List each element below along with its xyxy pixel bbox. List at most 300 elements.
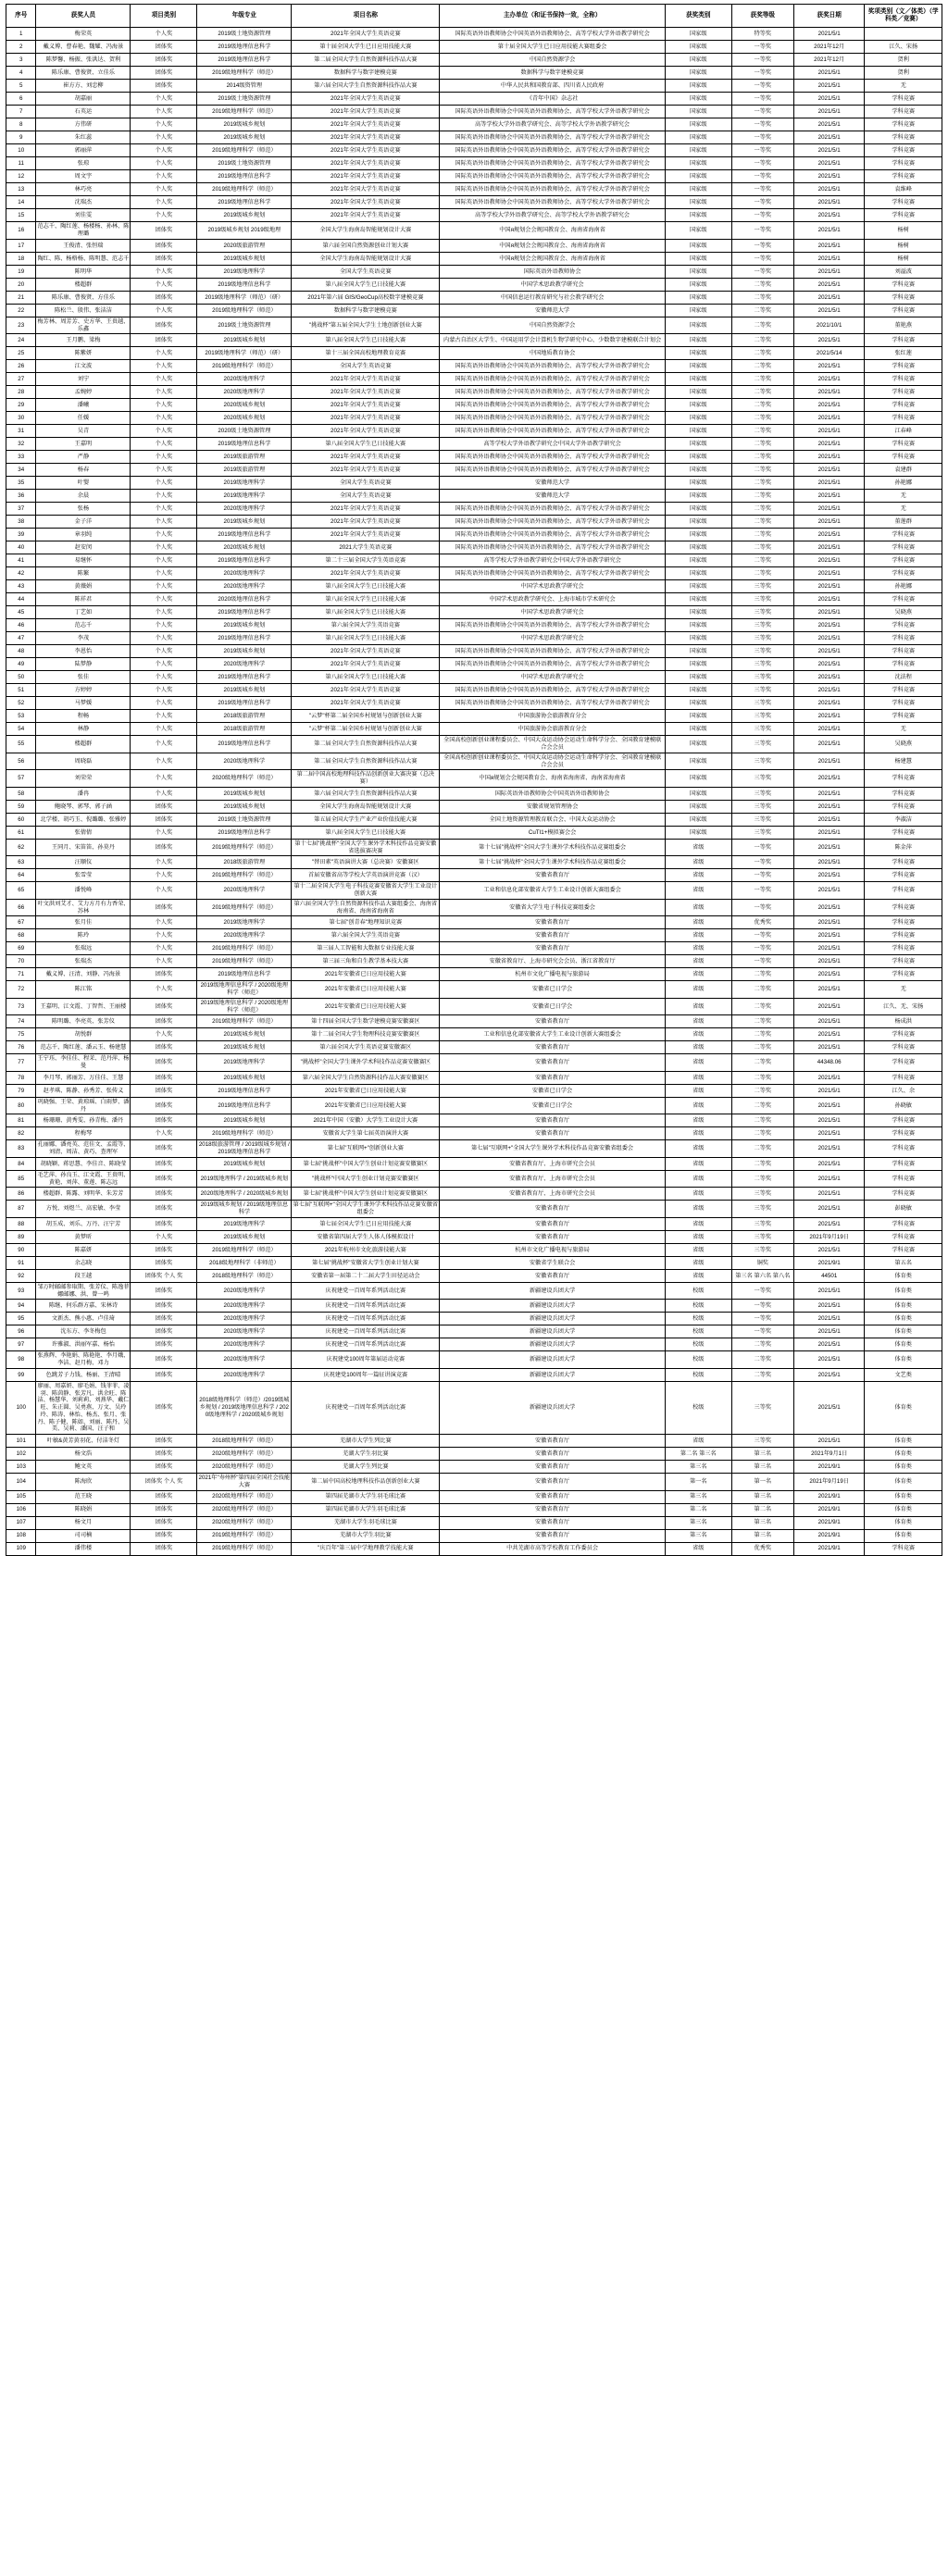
cell-project-name: 全国大学生海南岛智能规划设计大赛 [292, 252, 440, 265]
cell-award-category: 国家级 [665, 697, 731, 710]
cell-awardee: 张杨 [36, 503, 131, 516]
cell-award-date: 2021/5/1 [793, 1084, 865, 1097]
cell-award-category: 国家级 [665, 252, 731, 265]
cell-project-name: 第七届"互联网+"全国大学生课外学术科技作品竞赛安徽省组委会 [292, 1201, 440, 1218]
cell-organizer: 新疆建设兵团大学 [440, 1368, 665, 1381]
cell-index: 34 [6, 464, 36, 477]
cell-organizer: 中国信息运行教育研究与社会教学研究会 [440, 291, 665, 304]
cell-grade-major: 2019级地理科学（师范） [197, 67, 292, 80]
cell-grade-major: 2020级地理科学 [197, 386, 292, 399]
cell-organizer: 国际英语外语教师协会中国英语外语教师协会、高等学校大学外语教学研究会 [440, 464, 665, 477]
cell-award-class: 张红莲 [865, 347, 942, 360]
cell-awardee: 叶敏&黄芳黄羽花、付洁冬灯 [36, 1435, 131, 1448]
cell-award-level: 一等奖 [731, 899, 793, 916]
col-award-class: 奖项类别（文／体类）（学科类／竞赛） [865, 5, 942, 28]
cell-project-name: 第十四届全国大学生数学建模竞赛安徽赛区 [292, 1015, 440, 1028]
cell-award-category: 校级 [665, 1300, 731, 1313]
cell-organizer: 安徽省教育厅 [440, 929, 665, 942]
cell-award-date: 2021/5/1 [793, 451, 865, 464]
cell-organizer: 高等学校大学外语教学研究会中国大学外语教学研究会 [440, 554, 665, 567]
cell-index: 12 [6, 170, 36, 183]
table-row [6, 826, 942, 839]
cell-grade-major: 2019级地理信息科学 [197, 529, 292, 541]
cell-award-level: 铜奖 [731, 1256, 793, 1269]
cell-project-type: 个人奖 [131, 464, 197, 477]
cell-organizer: 全国高校创新创业课程委员会、中国大众运动协会运动生命科学分会、全国教育建模联合会会员 [440, 753, 665, 770]
cell-project-type: 个人奖 [131, 209, 197, 222]
table-row [6, 1114, 942, 1127]
cell-award-date: 2021/5/1 [793, 929, 865, 942]
cell-awardee: 方婷婷 [36, 684, 131, 697]
cell-project-type: 个人奖 [131, 131, 197, 144]
cell-award-category: 国家级 [665, 710, 731, 723]
cell-project-type: 团体奖 [131, 1300, 197, 1313]
cell-award-category: 国家级 [665, 671, 731, 684]
cell-award-class: 学科竞赛 [865, 131, 942, 144]
cell-award-class: 学科竞赛 [865, 412, 942, 425]
cell-awardee: 易继怀 [36, 554, 131, 567]
cell-award-date: 2021/9/1 [793, 1516, 865, 1529]
cell-project-type: 团体奖 [131, 222, 197, 240]
cell-awardee: 陈晓娟 [36, 1503, 131, 1516]
cell-award-class: 彭晓敏 [865, 1201, 942, 1218]
cell-grade-major: 2019级地理信息科学 [197, 606, 292, 619]
cell-award-category: 国家级 [665, 787, 731, 800]
cell-awardee: 司司楠 [36, 1529, 131, 1542]
cell-award-level: 三等奖 [731, 632, 793, 645]
cell-index: 76 [6, 1041, 36, 1054]
table-row [6, 1097, 942, 1114]
cell-awardee: 楼超群 [36, 278, 131, 291]
cell-project-name: 第七届"挑战杯"中国大学生创业计划竞赛安徽赛区 [292, 1157, 440, 1170]
table-row [6, 1338, 942, 1351]
cell-organizer: 中国自然资源学会 [440, 317, 665, 334]
cell-project-name: 第六届全国大学生英语竞赛 [292, 929, 440, 942]
cell-awardee: 严静 [36, 451, 131, 464]
cell-award-date: 2021/5/1 [793, 1157, 865, 1170]
cell-awardee: 叶婴 [36, 477, 131, 490]
cell-index: 30 [6, 412, 36, 425]
cell-grade-major: 2019级地理科学（师范） [197, 869, 292, 882]
cell-project-name: 第八届全国大学生已日技能大赛 [292, 593, 440, 606]
cell-award-level: 二等奖 [731, 451, 793, 464]
cell-organizer: 中国旅游协会旅游教育分会 [440, 710, 665, 723]
cell-award-level: 一等奖 [731, 106, 793, 118]
cell-organizer: CuTI1+模拟赛会会 [440, 826, 665, 839]
cell-award-level: 三等奖 [731, 1217, 793, 1230]
cell-award-level: 二等奖 [731, 1338, 793, 1351]
cell-award-level: 三等奖 [731, 671, 793, 684]
cell-award-class: 学科竞赛 [865, 529, 942, 541]
cell-award-category: 国家级 [665, 753, 731, 770]
table-row [6, 386, 942, 399]
cell-index: 53 [6, 710, 36, 723]
cell-award-category: 国家级 [665, 658, 731, 671]
cell-award-category: 国家级 [665, 222, 731, 240]
cell-award-category: 国家级 [665, 541, 731, 554]
cell-awardee: 胡嘉丽 [36, 93, 131, 106]
cell-project-type: 个人奖 [131, 347, 197, 360]
cell-grade-major: 2019级地理科学（师范） [197, 899, 292, 916]
cell-award-category: 校级 [665, 1368, 731, 1381]
cell-award-category: 省级 [665, 1188, 731, 1201]
cell-award-date: 2021/9/1 [793, 1503, 865, 1516]
table-row [6, 1269, 942, 1282]
cell-index: 71 [6, 968, 36, 981]
cell-index: 42 [6, 567, 36, 580]
cell-organizer: 全国高校创新创业课程委员会、中国大众运动协会运动生命科学分会、全国教育建模联合会会员 [440, 736, 665, 753]
cell-award-category: 校级 [665, 1381, 731, 1434]
cell-project-name: 2021年全国大学生英语竞赛 [292, 93, 440, 106]
cell-award-category: 国家级 [665, 813, 731, 826]
cell-project-name: 第三届三角和自生教学基本技大赛 [292, 955, 440, 968]
cell-grade-major: 2018级旅游管理 / 2019级城乡规划 / 2019级地理信息科学 [197, 1140, 292, 1158]
cell-awardee: 刘佳雯 [36, 209, 131, 222]
cell-index: 33 [6, 451, 36, 464]
cell-grade-major: 2020级城乡规划 [197, 412, 292, 425]
cell-award-category: 省级 [665, 1071, 731, 1084]
cell-project-name: 数据科学与数字建模竞赛 [292, 67, 440, 80]
cell-project-type: 团体奖 [131, 1282, 197, 1300]
cell-awardee: 余志晓 [36, 1256, 131, 1269]
cell-award-class: 学科竞赛 [865, 438, 942, 451]
cell-award-class: 学科竞赛 [865, 157, 942, 170]
table-row [6, 593, 942, 606]
cell-organizer: 中国я规划会会规国教育会、海南省海南省、海南省海南省 [440, 770, 665, 788]
cell-award-class: 学科竞赛 [865, 170, 942, 183]
cell-index: 63 [6, 856, 36, 869]
cell-index: 81 [6, 1114, 36, 1127]
cell-award-category: 校级 [665, 1313, 731, 1325]
cell-index: 24 [6, 334, 36, 347]
cell-award-date: 2021/5/1 [793, 131, 865, 144]
cell-award-level: 特等奖 [731, 28, 793, 41]
cell-award-level: 一等奖 [731, 1313, 793, 1325]
cell-award-class: 陈金萍 [865, 839, 942, 856]
cell-index: 108 [6, 1529, 36, 1542]
cell-award-class: 贺利 [865, 54, 942, 67]
table-row [6, 347, 942, 360]
cell-award-date: 2021/5/1 [793, 93, 865, 106]
table-row [6, 41, 942, 54]
cell-index: 101 [6, 1435, 36, 1448]
cell-organizer: 安徽省教育厅、上海市研究会会员 [440, 1188, 665, 1201]
cell-award-category: 国家级 [665, 317, 731, 334]
cell-award-category: 省级 [665, 1114, 731, 1127]
cell-award-level: 二等奖 [731, 1157, 793, 1170]
cell-project-type: 团体奖 [131, 54, 197, 67]
cell-award-level: 一等奖 [731, 222, 793, 240]
cell-award-class: 学科竞赛 [865, 360, 942, 373]
cell-project-name: 数据科学与数字建模竞赛 [292, 304, 440, 317]
cell-project-name: 庆祝建党一百周年系列活动比赛 [292, 1325, 440, 1338]
table-row [6, 942, 942, 955]
cell-index: 89 [6, 1230, 36, 1243]
cell-award-level: 三等奖 [731, 619, 793, 632]
cell-award-date: 2021年9月1日 [793, 1448, 865, 1461]
cell-project-name: 第八届全国大学生已日技能大赛 [292, 580, 440, 593]
table-row [6, 1084, 942, 1097]
cell-project-name: 2021年全国大学生英语竞赛 [292, 658, 440, 671]
cell-award-class: 学科竞赛 [865, 1041, 942, 1054]
cell-organizer: 内蒙古自治区大学生、中国运用学会计算机生物学研究中心、少数数字建模联合计划会 [440, 334, 665, 347]
cell-grade-major: 2019级地理科学 [197, 1054, 292, 1072]
cell-award-level: 三等奖 [731, 606, 793, 619]
cell-award-date: 2021/5/1 [793, 710, 865, 723]
cell-award-class: 无 [865, 723, 942, 736]
cell-grade-major: 2020级地理科学 / 2020级城乡规划 [197, 1188, 292, 1201]
cell-index: 41 [6, 554, 36, 567]
cell-award-date: 2021/5/1 [793, 170, 865, 183]
cell-index: 1 [6, 28, 36, 41]
cell-project-name: 2021年安徽省已日应用技能大赛 [292, 981, 440, 999]
cell-project-name: 2021大学生英语竞赛 [292, 541, 440, 554]
cell-award-category: 省级 [665, 1201, 731, 1218]
table-row [6, 813, 942, 826]
cell-award-level: 第三名 [731, 1516, 793, 1529]
cell-award-class: 学科竞赛 [865, 658, 942, 671]
table-row [6, 67, 942, 80]
cell-award-category: 国家级 [665, 144, 731, 157]
cell-award-date: 2021/5/1 [793, 1127, 865, 1140]
table-row [6, 929, 942, 942]
cell-grade-major: 2020级地理信息科学 [197, 593, 292, 606]
cell-award-level: 二等奖 [731, 541, 793, 554]
cell-award-category: 省级 [665, 1015, 731, 1028]
cell-award-class: 学科竞赛 [865, 1230, 942, 1243]
cell-project-type: 团体奖 [131, 41, 197, 54]
table-row [6, 899, 942, 916]
cell-project-name: 第十三届全国高校地理教育竞赛 [292, 347, 440, 360]
cell-award-date: 2021/5/1 [793, 1368, 865, 1381]
cell-award-date: 2021/5/1 [793, 1188, 865, 1201]
cell-organizer: 安徽省教育厅 [440, 1461, 665, 1474]
cell-awardee: 郭丽萍 [36, 144, 131, 157]
cell-award-category: 第一名 [665, 1474, 731, 1491]
cell-index: 29 [6, 399, 36, 412]
cell-organizer: 安徽省学生联合会 [440, 1256, 665, 1269]
cell-award-level: 一等奖 [731, 183, 793, 196]
cell-awardee: 李月琴、郭丽芳、万佳佳、王慧 [36, 1071, 131, 1084]
cell-project-name: 庆祝建党一百周年系列活动比赛 [292, 1313, 440, 1325]
cell-index: 104 [6, 1474, 36, 1491]
cell-awardee: 张倩倩 [36, 826, 131, 839]
cell-project-name: "挑战杯"第五届全国大学生土地创新创业大赛 [292, 317, 440, 334]
cell-awardee: 杨文浩 [36, 1448, 131, 1461]
cell-award-category: 国家级 [665, 593, 731, 606]
cell-award-category: 第三名 [665, 1529, 731, 1542]
cell-project-name: 2021年全国大学生英语竞赛 [292, 28, 440, 41]
cell-award-category: 校级 [665, 1325, 731, 1338]
cell-awardee: 巩晓强、王荣、黄琼瑶、白雨梦、潘丹 [36, 1097, 131, 1114]
cell-organizer: 工业和信息化部安徽省大学生工业设计创新大赛组委会 [440, 882, 665, 900]
cell-award-class: 学科竞赛 [865, 968, 942, 981]
cell-organizer: 新疆建设兵团大学 [440, 1300, 665, 1313]
cell-award-category: 国家级 [665, 347, 731, 360]
cell-award-date: 2021/5/1 [793, 425, 865, 438]
cell-grade-major: 2018级旅游管理 [197, 710, 292, 723]
cell-grade-major: 2018级地理科学（师范） [197, 1269, 292, 1282]
cell-award-class: 学科竞赛 [865, 304, 942, 317]
cell-award-date: 2021/5/14 [793, 347, 865, 360]
cell-index: 2 [6, 41, 36, 54]
cell-award-class: 学科竞赛 [865, 929, 942, 942]
col-index: 序号 [6, 5, 36, 28]
cell-award-category: 国家级 [665, 723, 731, 736]
cell-award-level: 一等奖 [731, 157, 793, 170]
cell-awardee: 陈明华 [36, 265, 131, 278]
col-award-category: 获奖类别 [665, 5, 731, 28]
cell-award-date: 2021/5/1 [793, 106, 865, 118]
table-row [6, 157, 942, 170]
cell-award-category: 省级 [665, 1542, 731, 1555]
cell-index: 15 [6, 209, 36, 222]
cell-grade-major: 2019级地理信息科学 [197, 41, 292, 54]
cell-index: 31 [6, 425, 36, 438]
cell-award-class: 学科竞赛 [865, 826, 942, 839]
cell-index: 4 [6, 67, 36, 80]
cell-award-category: 省级 [665, 1041, 731, 1054]
cell-award-class: 刘溢波 [865, 265, 942, 278]
cell-award-date: 2021/5/1 [793, 998, 865, 1015]
cell-index: 43 [6, 580, 36, 593]
cell-award-date: 2021/5/1 [793, 916, 865, 929]
cell-award-date: 2021年12月 [793, 41, 865, 54]
cell-organizer: 新疆建设兵团大学 [440, 1325, 665, 1338]
cell-project-type: 个人奖 [131, 278, 197, 291]
cell-project-name: 第四届芜湖市大学生羽毛球比赛 [292, 1490, 440, 1503]
cell-project-type: 团体奖 [131, 800, 197, 813]
cell-index: 52 [6, 697, 36, 710]
cell-award-category: 国家级 [665, 265, 731, 278]
cell-award-level: 三等奖 [731, 753, 793, 770]
cell-awardee: 陈嘉妍 [36, 1243, 131, 1256]
cell-award-date: 2021/5/1 [793, 503, 865, 516]
table-row [6, 209, 942, 222]
cell-project-type: 个人奖 [131, 1127, 197, 1140]
cell-award-date: 2021/5/1 [793, 118, 865, 131]
cell-awardee: 黄薇娟 [36, 580, 131, 593]
cell-award-date: 2021/5/1 [793, 554, 865, 567]
cell-project-type: 团体奖 [131, 839, 197, 856]
cell-award-date: 2021/5/1 [793, 968, 865, 981]
cell-grade-major: 2020级城乡规划 [197, 541, 292, 554]
cell-award-category: 省级 [665, 1170, 731, 1188]
table-row [6, 981, 942, 999]
cell-organizer: 安徽省大学生电子科技竞赛组委会 [440, 899, 665, 916]
cell-award-level: 一等奖 [731, 118, 793, 131]
cell-award-class: 体育类 [865, 1529, 942, 1542]
cell-project-name: 2021年全国大学生英语竞赛 [292, 399, 440, 412]
cell-award-class: 学科竞赛 [865, 1071, 942, 1084]
cell-award-category: 省级 [665, 981, 731, 999]
cell-awardee: 程畅 [36, 710, 131, 723]
cell-award-level: 一等奖 [731, 1282, 793, 1300]
cell-awardee: 石英运 [36, 106, 131, 118]
cell-award-category: 省级 [665, 1435, 731, 1448]
cell-awardee: 张琼 [36, 157, 131, 170]
cell-award-class: 学科竞赛 [865, 209, 942, 222]
cell-award-class: 江久、余 [865, 1084, 942, 1097]
cell-project-name: 芜湖大学生列比赛 [292, 1461, 440, 1474]
cell-award-class: 学科竞赛 [865, 856, 942, 869]
cell-award-level: 二等奖 [731, 278, 793, 291]
cell-project-type: 个人奖 [131, 1028, 197, 1041]
cell-award-date: 2021/5/1 [793, 438, 865, 451]
cell-award-level: 一等奖 [731, 67, 793, 80]
cell-organizer: 国际英语外语教师协会中国英语外语教师协会、高等学校大学外语教学研究会 [440, 503, 665, 516]
cell-awardee: 马梦媛 [36, 697, 131, 710]
table-row [6, 93, 942, 106]
cell-grade-major: 2020级地理科学 [197, 1351, 292, 1369]
cell-organizer: 中国学术思政教学研究会 [440, 671, 665, 684]
cell-awardee: 朱红蕊 [36, 131, 131, 144]
cell-awardee: 邹万时邮邮参取期、张芳仪、陈逸菲娜邮娜、洪、曾一鸣 [36, 1282, 131, 1300]
cell-project-type: 个人奖 [131, 554, 197, 567]
cell-grade-major: 2019级地理科学（师范） [197, 144, 292, 157]
cell-grade-major: 2019级地理科学（师范） [197, 1243, 292, 1256]
cell-award-level: 二等奖 [731, 981, 793, 999]
cell-award-date: 2021/5/1 [793, 222, 865, 240]
cell-index: 45 [6, 606, 36, 619]
cell-award-class: 学科竞赛 [865, 106, 942, 118]
cell-award-level: 第三名 [731, 1490, 793, 1503]
cell-grade-major: 2020级地理科学 [197, 753, 292, 770]
cell-project-name: 全国大学生英语竞赛 [292, 360, 440, 373]
cell-project-name: 芜湖市大学生羽比赛 [292, 1529, 440, 1542]
cell-award-class: 体育类 [865, 1381, 942, 1434]
cell-project-name: 2021年安徽省已日应用技能大赛 [292, 1097, 440, 1114]
cell-index: 66 [6, 899, 36, 916]
cell-award-level: 三等奖 [731, 1230, 793, 1243]
table-row [6, 144, 942, 157]
cell-grade-major: 2019级地理信息科学 [197, 1084, 292, 1097]
cell-award-category: 国家级 [665, 826, 731, 839]
table-row [6, 1503, 942, 1516]
cell-grade-major: 2020级地理科学（师范） [197, 1503, 292, 1516]
cell-award-category: 国家级 [665, 425, 731, 438]
cell-award-class: 无 [865, 490, 942, 503]
cell-index: 51 [6, 684, 36, 697]
cell-award-level: 一等奖 [731, 1325, 793, 1338]
cell-award-class: 学科竞赛 [865, 541, 942, 554]
cell-award-class: 董艳燕 [865, 317, 942, 334]
cell-award-class: 学科竞赛 [865, 770, 942, 788]
table-row [6, 1448, 942, 1461]
cell-award-class: 学科竞赛 [865, 619, 942, 632]
cell-awardee: 程梅琴 [36, 1127, 131, 1140]
cell-project-name: 第六届全国大学生英语竞赛安徽赛区 [292, 1041, 440, 1054]
cell-index: 38 [6, 516, 36, 529]
cell-organizer: 安徽省教育厅 [440, 1041, 665, 1054]
cell-grade-major: 2018级地理科学（非师范） [197, 1256, 292, 1269]
cell-index: 35 [6, 477, 36, 490]
cell-index: 10 [6, 144, 36, 157]
cell-organizer: 安徽省已日学会 [440, 998, 665, 1015]
table-row [6, 1028, 942, 1041]
cell-award-level: 二等奖 [731, 503, 793, 516]
cell-awardee: 王同月、宋笛笛、孙莫丹 [36, 839, 131, 856]
cell-grade-major: 2019级城乡规划 [197, 1041, 292, 1054]
cell-project-name: 安徽省大学生第七届英语演讲大赛 [292, 1127, 440, 1140]
table-row [6, 183, 942, 196]
cell-index: 94 [6, 1300, 36, 1313]
table-row [6, 800, 942, 813]
cell-award-class: 体育类 [865, 1325, 942, 1338]
cell-grade-major: 2021年"寿州杯"第四届全国社会技能大赛 [197, 1474, 292, 1491]
cell-organizer: 国际英语外语教师协会中国英语外语教师协会、高等学校大学外语教学研究会 [440, 106, 665, 118]
cell-grade-major: 2020级地理科学（师范） [197, 1516, 292, 1529]
